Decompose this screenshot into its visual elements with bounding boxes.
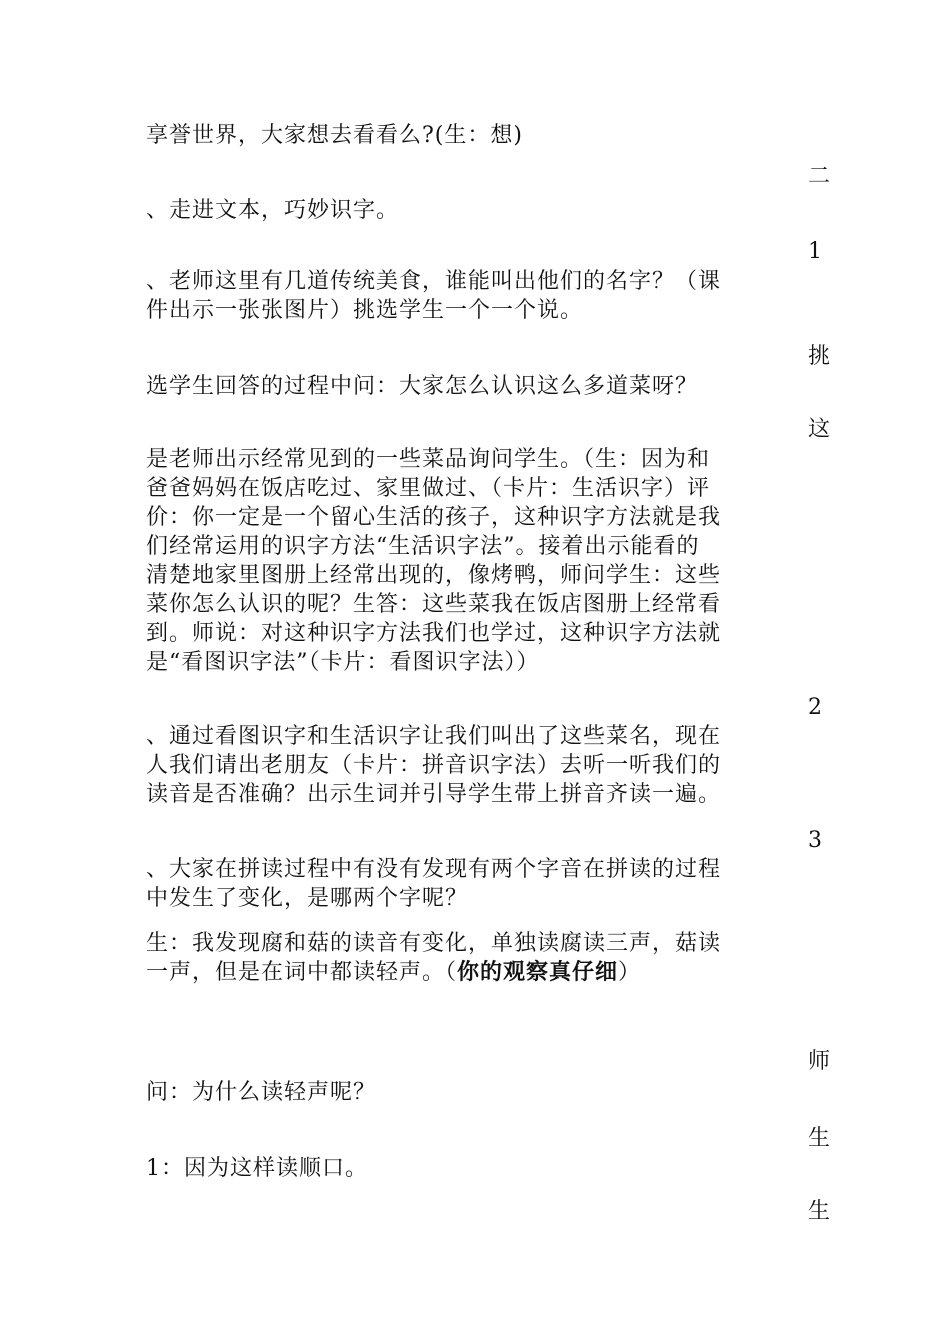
margin-char: 这 bbox=[808, 417, 831, 442]
text-segment: ） bbox=[618, 960, 642, 985]
text-line: 中发生了变化，是哪两个字呢？ bbox=[146, 886, 469, 911]
text-line: 是“看图识字法”（卡片：看图识字法）） bbox=[146, 650, 540, 675]
text-line: 选学生回答的过程中问：大家怎么认识这么多道菜呀？ bbox=[146, 374, 699, 399]
text-segment: 一声，但是在词中都读轻声。（ bbox=[146, 960, 458, 985]
text-line: 价：你一定是一个留心生活的孩子，这种识字方法就是我 bbox=[146, 505, 722, 530]
text-line: 菜你怎么认识的呢？生答：这些菜我在饭店图册上经常看 bbox=[146, 592, 722, 617]
text-line: 享誉世界，大家想去看看么?(生：想) bbox=[146, 123, 523, 148]
text-line: 问：为什么读轻声呢？ bbox=[146, 1080, 377, 1105]
text-line bbox=[146, 958, 786, 987]
margin-char: 3 bbox=[808, 828, 822, 853]
margin-char: 生 bbox=[808, 1199, 831, 1224]
margin-char: 二 bbox=[808, 164, 831, 189]
emphasized-text: 你的观察真仔细 bbox=[457, 959, 619, 985]
text-line: 、大家在拼读过程中有没有发现有两个字音在拼读的过程 bbox=[146, 857, 722, 882]
text-line: 1：因为这样读顺口。 bbox=[146, 1156, 368, 1181]
margin-char: 挑 bbox=[808, 344, 831, 369]
margin-char: 生 bbox=[808, 1126, 831, 1151]
text-line: 、走进文本，巧妙识字。 bbox=[146, 198, 400, 223]
text-line: 件出示一张张图片）挑选学生一个一个说。 bbox=[146, 298, 584, 323]
margin-char: 1 bbox=[808, 239, 822, 264]
text-line: 、通过看图识字和生活识字让我们叫出了这些菜名，现在 bbox=[146, 724, 722, 749]
text-line: 是老师出示经常见到的一些菜品询问学生。（生：因为和 bbox=[146, 447, 711, 472]
text-line: 们经常运用的识字方法“生活识字法”。接着出示能看的 bbox=[146, 534, 700, 559]
margin-char: 师 bbox=[808, 1049, 831, 1074]
text-line: 到。师说：对这种识字方法我们也学过，这种识字方法就 bbox=[146, 621, 722, 646]
text-line: 读音是否准确？出示生词并引导学生带上拼音齐读一遍。 bbox=[146, 782, 722, 807]
margin-char: 2 bbox=[808, 695, 822, 720]
text-line: 生：我发现腐和菇的读音有变化，单独读腐读三声，菇读 bbox=[146, 931, 722, 956]
text-line: 、老师这里有几道传统美食，谁能叫出他们的名字？（课 bbox=[146, 269, 722, 294]
text-line: 清楚地家里图册上经常出现的，像烤鸭，师问学生：这些 bbox=[146, 563, 722, 588]
text-line: 爸爸妈妈在饭店吃过、家里做过、（卡片：生活识字）评 bbox=[146, 476, 711, 501]
text-line: 人我们请出老朋友（卡片：拼音识字法）去听一听我们的 bbox=[146, 753, 722, 778]
